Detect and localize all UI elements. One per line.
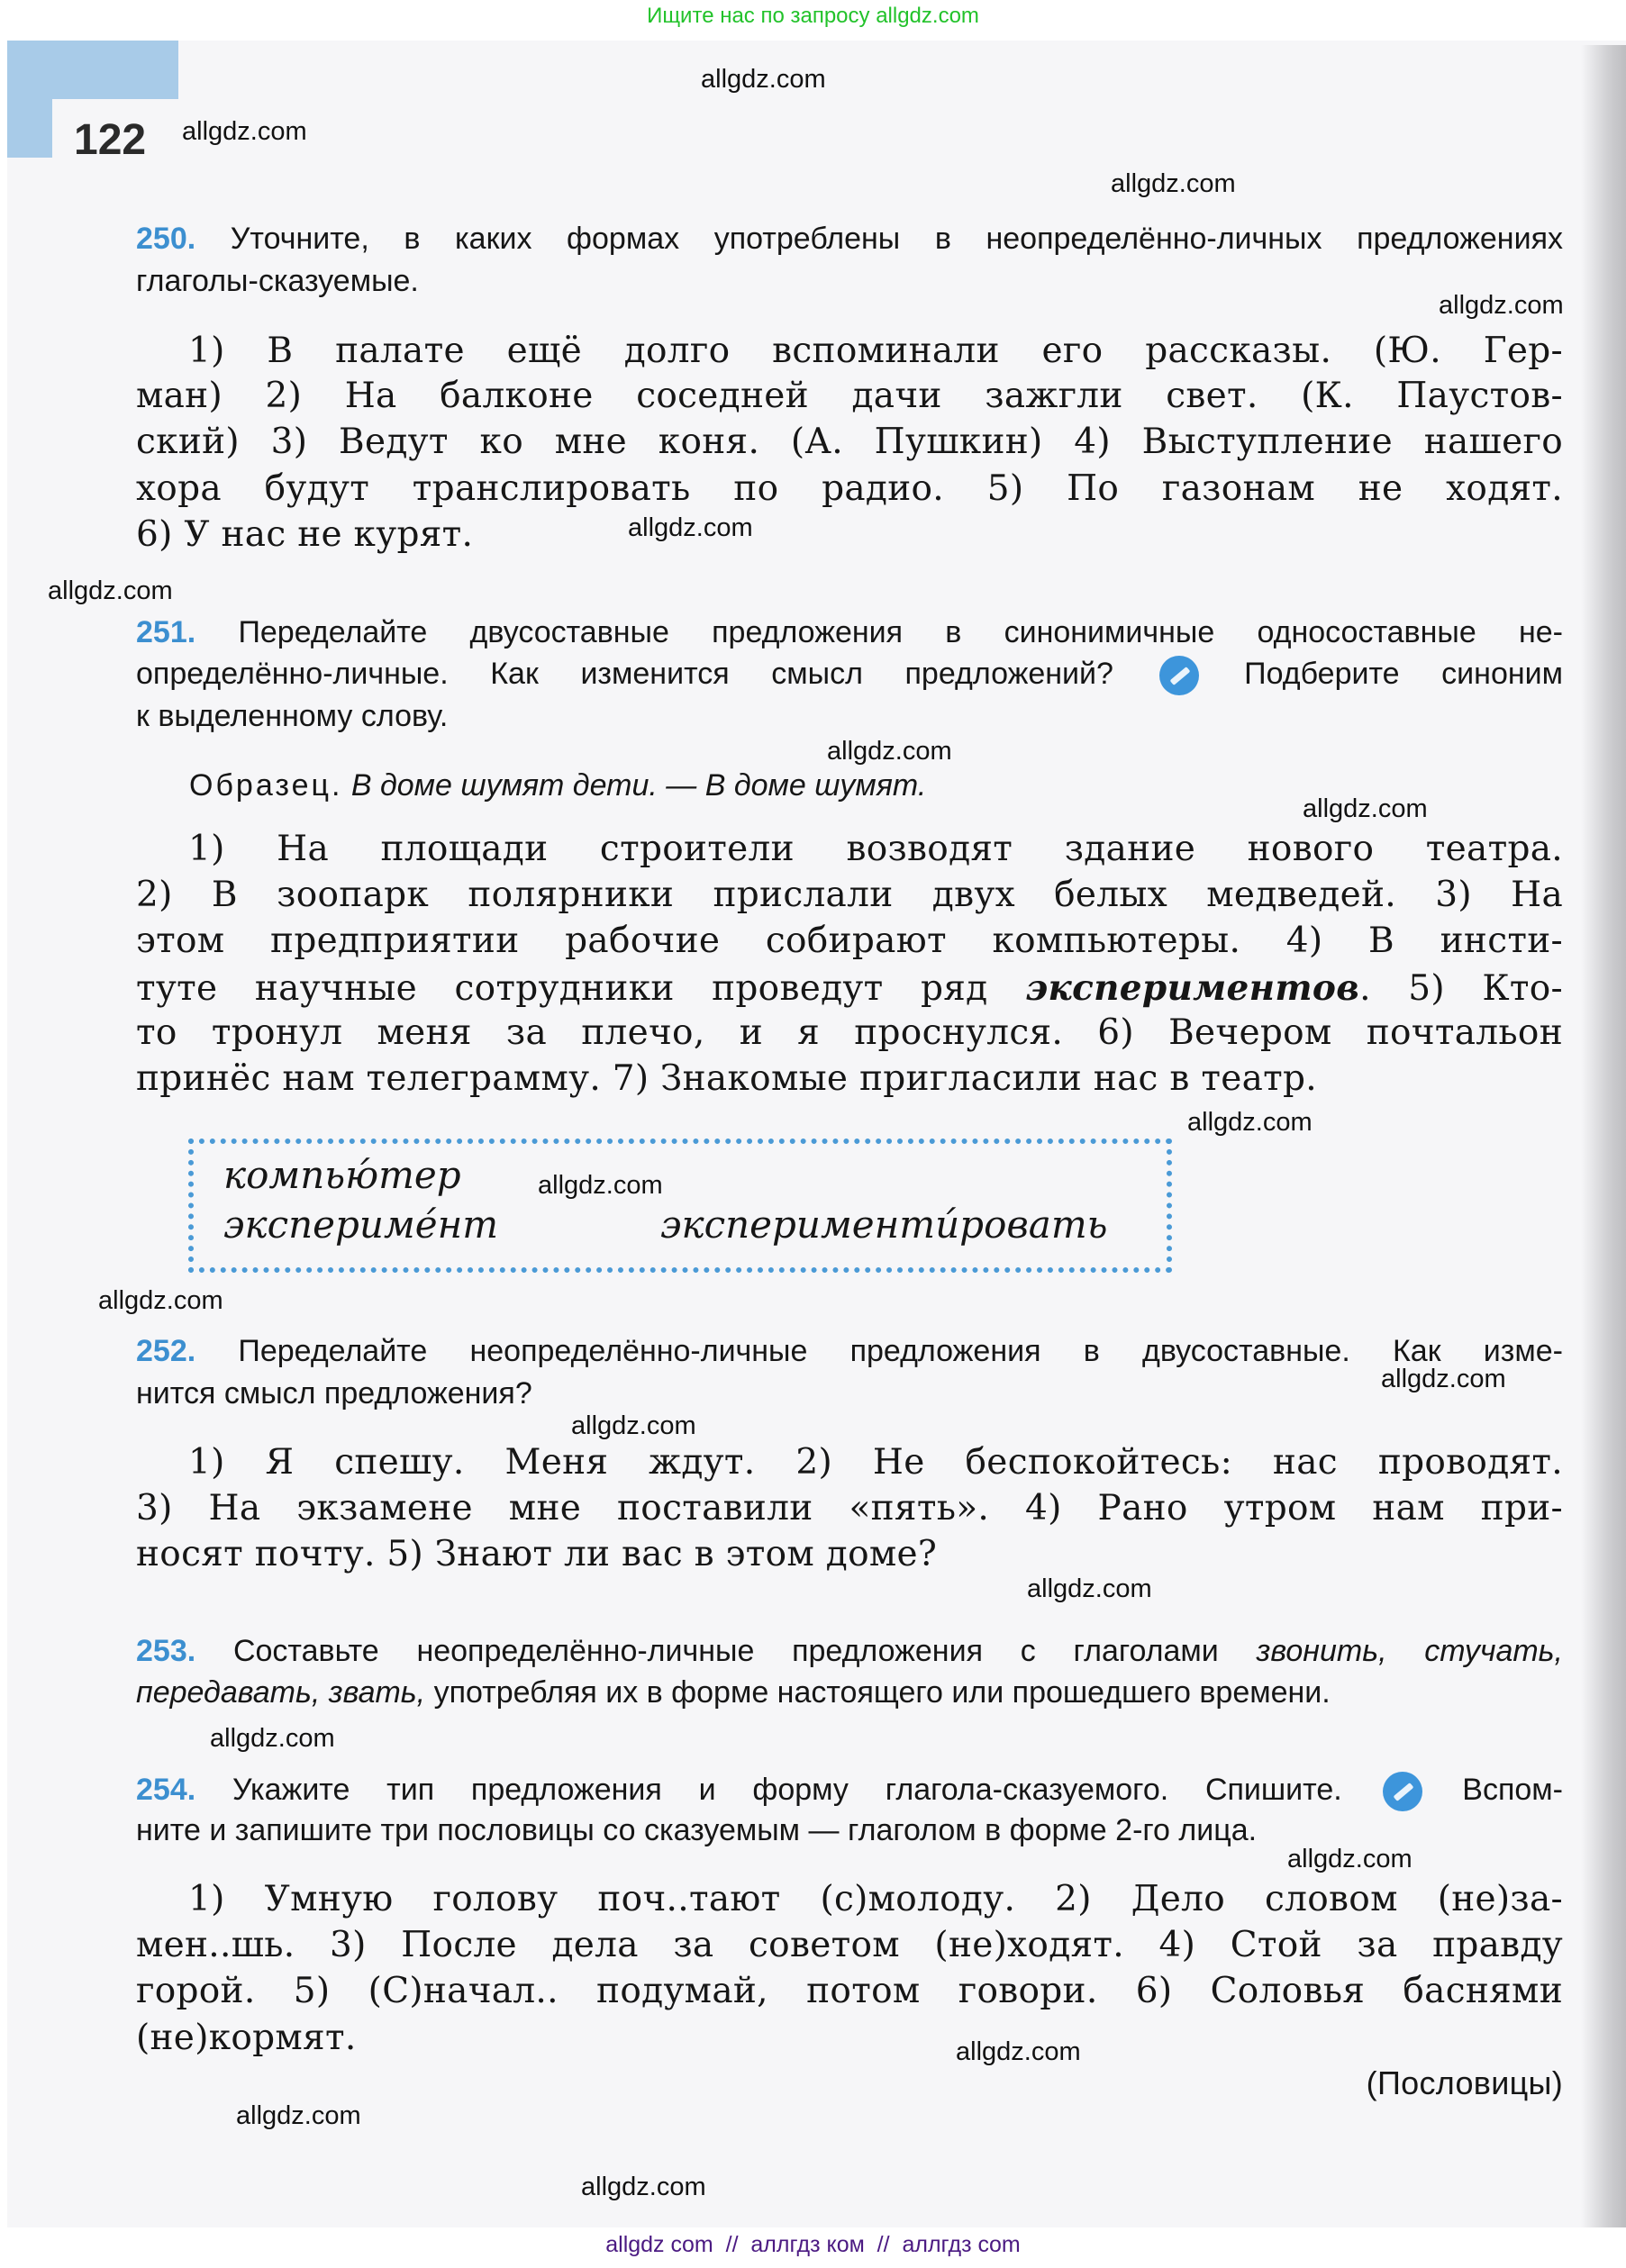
watermark-text: allgdz.com <box>571 1411 696 1440</box>
text-segment: 6) У нас не курят. <box>136 514 474 555</box>
watermark-text: allgdz.com <box>210 1724 335 1753</box>
text-segment: Составьте неопределённо-личные предложения с глаголами <box>232 1634 1257 1668</box>
text-segment: Укажите тип предложения и форму глагола-сказуемого. Спишите. <box>232 1773 1342 1807</box>
text-line <box>136 1876 1563 1923</box>
text-line <box>136 872 1563 919</box>
text-line <box>136 373 1563 420</box>
text-line <box>136 1922 1563 1969</box>
watermark-text: allgdz.com <box>1381 1365 1506 1393</box>
text-segment: 2) В зоопарк полярники прислали двух белых медведей. 3) На <box>136 875 1563 915</box>
watermark-text: allgdz.com <box>538 1171 663 1200</box>
dictionary-word: эксперименти́ровать <box>660 1202 1108 1247</box>
text-segment: мен..шь. 3) После дела за советом (не)ходят. 4) Стой за правду <box>136 1925 1563 1965</box>
pencil-icon <box>1159 656 1199 695</box>
text-segment: звонить, стучать, <box>1256 1634 1563 1668</box>
text-segment: 1) Я спешу. Меня ждут. 2) Не беспокойтесь: нас проводят. <box>188 1442 1563 1483</box>
text-line <box>136 1485 1563 1532</box>
watermark-text: allgdz.com <box>182 117 307 146</box>
text-line <box>136 1672 1563 1713</box>
text-segment: Переделайте двусоставные предложения в синонимичные односоставные не- <box>238 615 1563 649</box>
text-segment: 1) На площади строители возводят здание нового театра. <box>188 829 1563 869</box>
text-line <box>136 1439 1563 1486</box>
watermark-text: allgdz.com <box>1027 1574 1152 1603</box>
text-line <box>136 918 1563 965</box>
header-banner[interactable] <box>0 4 1626 29</box>
text-segment: передавать, звать, <box>136 1675 426 1710</box>
pencil-icon <box>1383 1772 1422 1811</box>
text-segment: Уточните, в каких формах употреблены в неопределённо-личных предложениях <box>230 222 1563 256</box>
watermark-text: allgdz.com <box>1111 169 1236 198</box>
footer-banner[interactable] <box>0 2232 1626 2258</box>
watermark-text: allgdz.com <box>701 65 826 94</box>
watermark-text: allgdz.com <box>1187 1108 1313 1137</box>
text-segment: употребляя их в форме настоящего или прошедшего времени. <box>425 1675 1331 1710</box>
watermark-text: allgdz.com <box>98 1286 223 1315</box>
text-line <box>136 653 1563 694</box>
watermark-text: allgdz.com <box>628 513 753 542</box>
text-line <box>136 466 1563 513</box>
text-segment: хора будут транслировать по радио. 5) По газонам не ходят. <box>136 468 1563 509</box>
text-segment: нится смысл предложения? <box>136 1376 532 1411</box>
text-line <box>136 328 1563 375</box>
text-line <box>136 218 1563 259</box>
text-line <box>136 2015 1563 2062</box>
text-line <box>136 260 1563 302</box>
watermark-text: allgdz.com <box>1287 1845 1413 1873</box>
watermark-text: allgdz.com <box>236 2101 361 2130</box>
text-line <box>136 1769 1563 1810</box>
footer-banner-text[interactable]: allgdz com // аллгдз ком // аллгдз com <box>605 2232 1021 2257</box>
text-segment: Вспом- <box>1462 1773 1563 1807</box>
text-line <box>136 419 1563 466</box>
text-segment: определённо-личные. Как изменится смысл предложений? <box>136 657 1113 691</box>
exercise-number: 254. <box>136 1773 196 1807</box>
text-line <box>136 1330 1563 1372</box>
text-line <box>136 826 1563 873</box>
exercise-number: 253. <box>136 1634 196 1668</box>
text-segment: (не)кормят. <box>136 2018 357 2058</box>
exercise-number: 250. <box>136 222 196 256</box>
text-segment: Переделайте неопределённо-личные предложения в двусоставные. Как изме- <box>238 1334 1563 1368</box>
page-corner-tab-strip <box>7 99 52 158</box>
text-line <box>136 965 1563 1012</box>
page-gutter-shadow <box>1581 45 1626 2227</box>
text-segment: глаголы-сказуемые. <box>136 264 419 298</box>
text-segment: этом предприятии рабочие собирают компьютеры. 4) В инсти- <box>136 921 1563 961</box>
text-segment: 1) Умную голову поч..тают (с)молоду. 2) Дело словом (не)за- <box>188 1879 1563 1919</box>
text-segment: Подберите синоним <box>1244 657 1564 691</box>
page-number: 122 <box>74 116 147 164</box>
watermark-text: allgdz.com <box>581 2173 706 2201</box>
dictionary-word: компью́тер <box>223 1153 461 1197</box>
text-line <box>136 1373 1563 1414</box>
text-segment: принёс нам телеграмму. 7) Знакомые пригласили нас в театр. <box>136 1058 1317 1099</box>
sample-text: В доме шумят дети. — В доме шумят. <box>350 768 927 803</box>
text-segment: то тронул меня за плечо, и я проснулся. 6) Вечером почтальон <box>136 1012 1563 1053</box>
text-segment: носят почту. 5) Знают ли вас в этом доме? <box>136 1534 938 1574</box>
source-attribution: (Пословицы) <box>1366 2064 1563 2101</box>
text-line <box>136 1531 1563 1578</box>
watermark-text: allgdz.com <box>827 737 952 766</box>
text-line <box>136 1968 1563 2015</box>
sample-label: Образец. <box>189 768 343 803</box>
text-segment: к выделенному слову. <box>136 699 449 733</box>
text-line <box>136 1630 1563 1672</box>
exercise-number: 251. <box>136 615 196 649</box>
watermark-text: allgdz.com <box>48 576 173 605</box>
text-segment: ский) 3) Ведут ко мне коня. (А. Пушкин) 4) Выступление нашего <box>136 422 1563 462</box>
text-segment: горой. 5) (С)начал.. подумай, потом говори. 6) Соловья баснями <box>136 1971 1563 2011</box>
watermark-text: allgdz.com <box>1439 291 1564 320</box>
text-segment: 1) В палате ещё долго вспоминали его рассказы. (Ю. Гер- <box>188 331 1563 371</box>
text-segment: туте научные сотрудники проведут ряд <box>136 968 1025 1009</box>
text-segment: . 5) Кто- <box>1359 968 1563 1009</box>
text-segment: ман) 2) На балконе соседней дачи зажгли свет. (К. Паустов- <box>136 376 1563 416</box>
text-line <box>136 695 1563 737</box>
header-banner-text[interactable]: Ищите нас по запросу allgdz.com <box>647 4 979 28</box>
text-segment: экспериментов <box>1024 967 1360 1009</box>
text-line <box>136 512 1563 558</box>
watermark-text: allgdz.com <box>956 2037 1081 2066</box>
text-line <box>136 612 1563 653</box>
text-segment: 3) На экзамене мне поставили «пять». 4) Рано утром нам при- <box>136 1488 1563 1529</box>
text-line <box>136 1010 1563 1057</box>
watermark-text: allgdz.com <box>1303 794 1428 823</box>
exercise-number: 252. <box>136 1334 196 1368</box>
text-segment: ните и запишите три пословицы со сказуемым — глаголом в форме 2-го лица. <box>136 1813 1258 1847</box>
text-line <box>136 1056 1563 1102</box>
dictionary-word: экспериме́нт <box>223 1202 499 1247</box>
